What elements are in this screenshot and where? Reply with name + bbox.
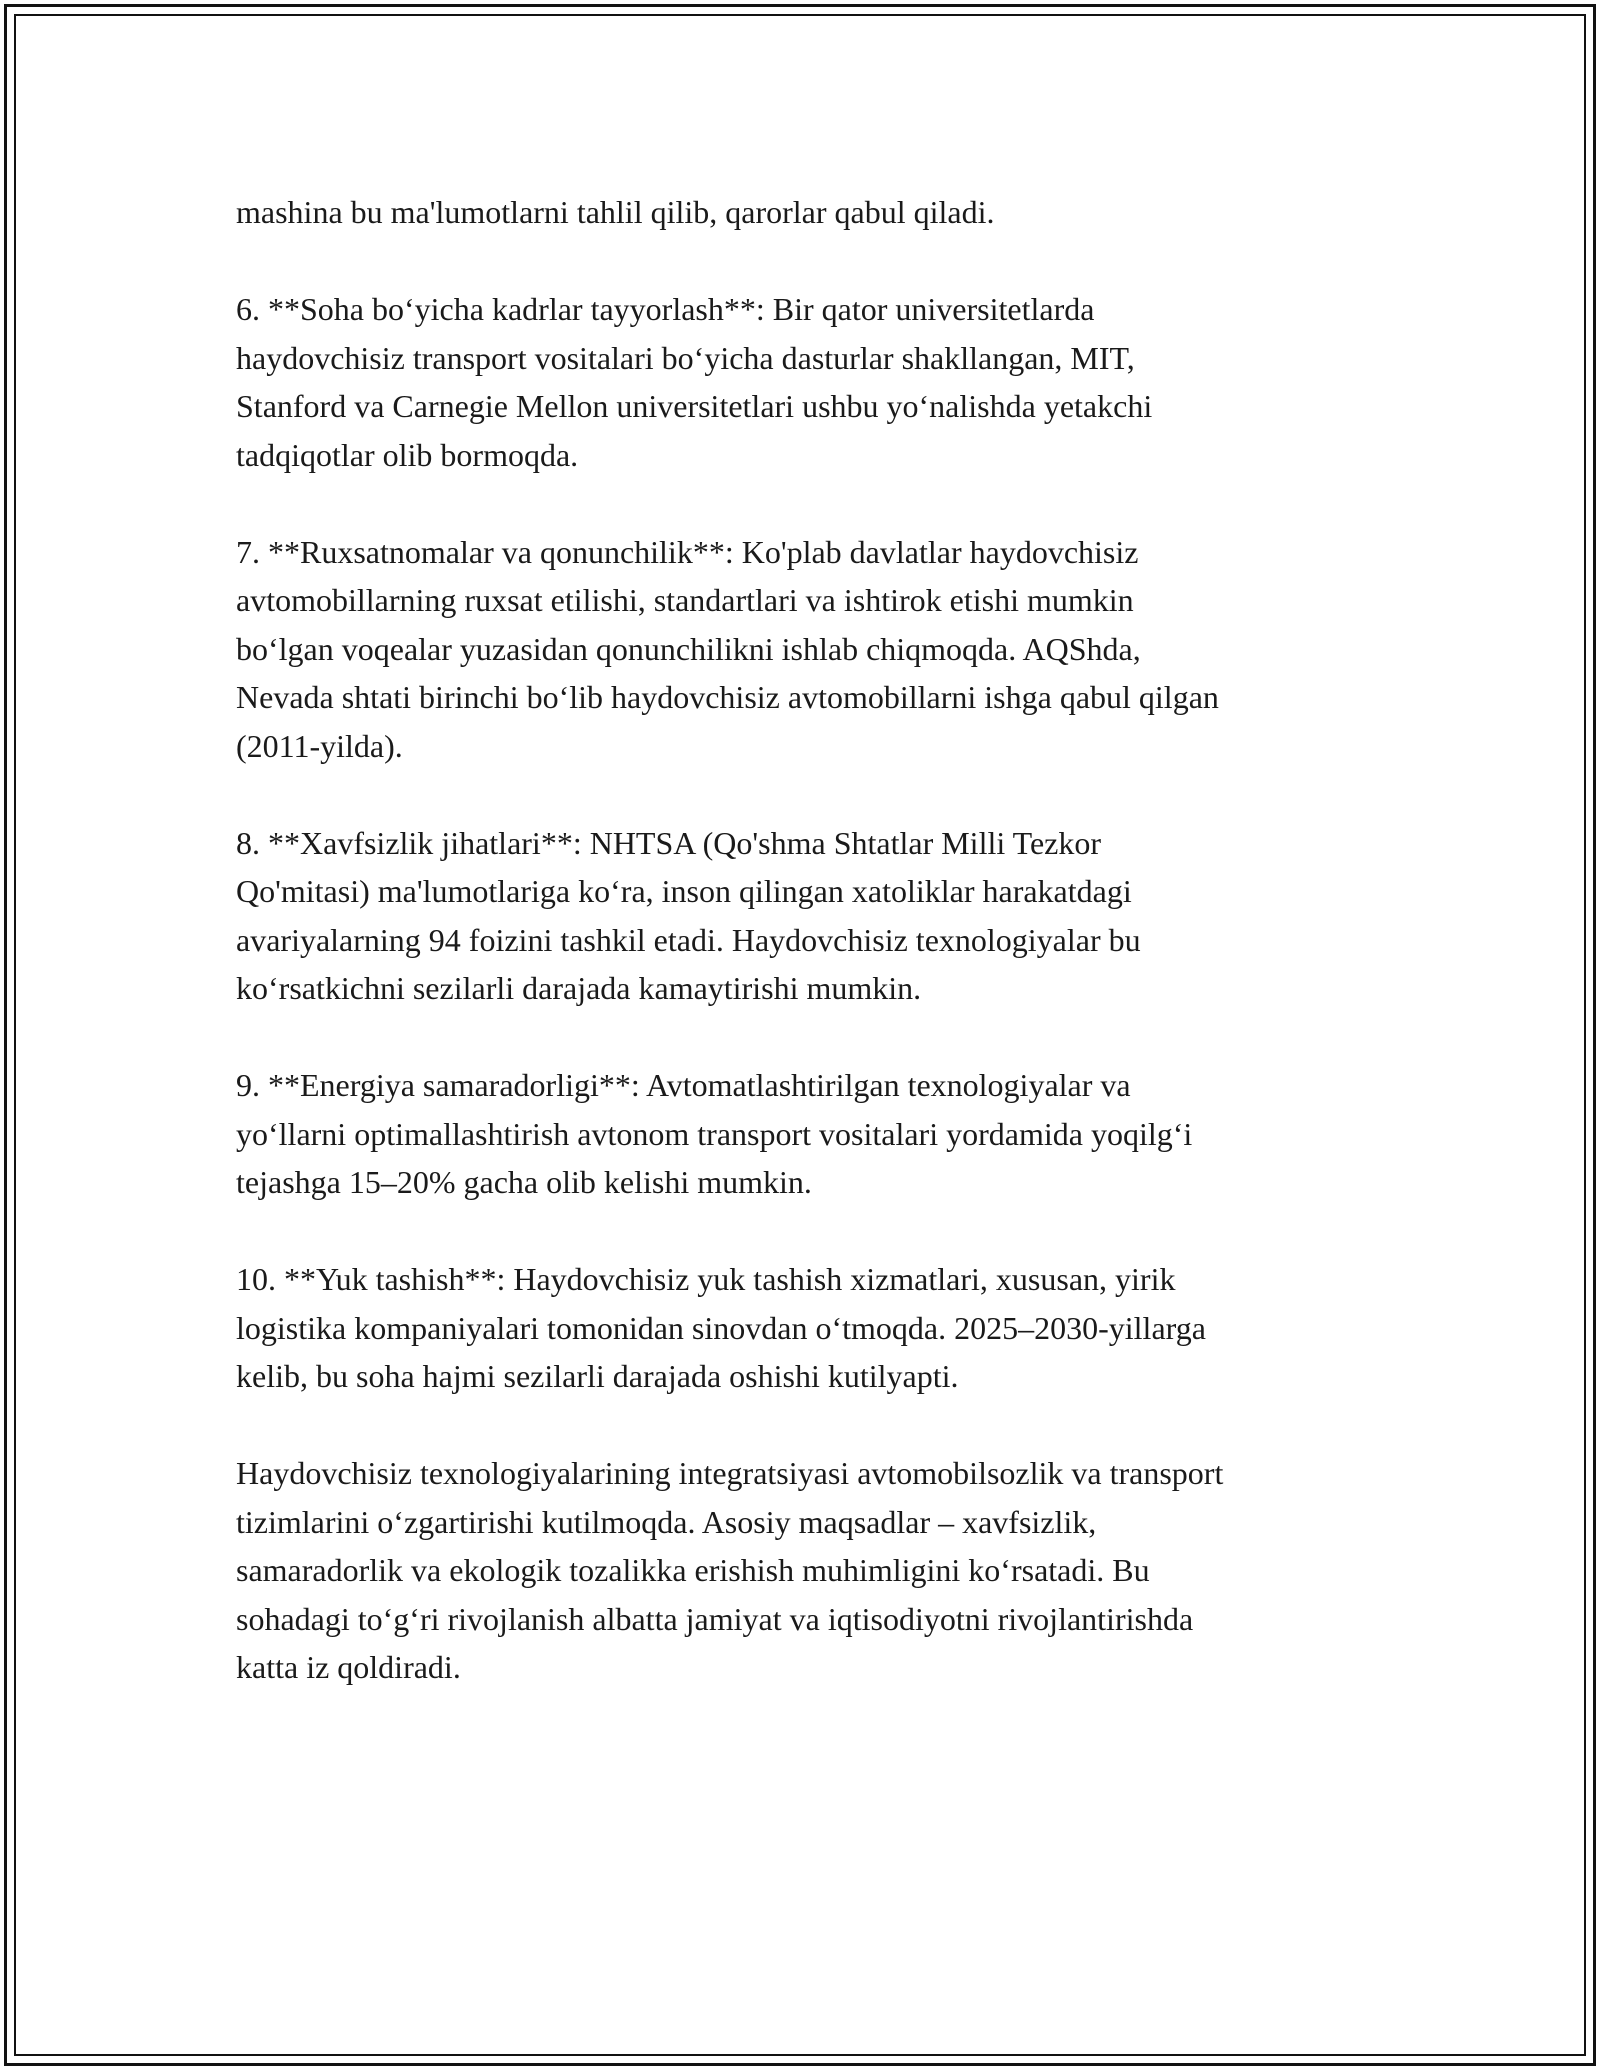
text-line: Qo'mitasi) ma'lumotlariga ko‘ra, inson qilingan xatoliklar harakatdagi [236, 873, 1132, 909]
text-line: 7. **Ruxsatnomalar va qonunchilik**: Ko'plab davlatlar haydovchisiz [236, 533, 1139, 570]
paragraph-item-9 [236, 1061, 1386, 1207]
text-line: 8. **Xavfsizlik jihatlari**: NHTSA (Qo'shma Shtatlar Milli Tezkor [236, 824, 1102, 861]
text-line: ko‘rsatkichni sezilarli darajada kamaytirishi mumkin. [236, 970, 922, 1006]
paragraph-conclusion [236, 1449, 1386, 1692]
paragraph-item-10 [236, 1255, 1386, 1401]
paragraph-item-8 [236, 819, 1386, 1013]
text-line: mashina bu ma'lumotlarni tahlil qilib, qarorlar qabul qiladi. [236, 194, 995, 230]
text-line: sohadagi to‘g‘ri rivojlanish albatta jamiyat va iqtisodiyotni rivojlantirishda [236, 1600, 1194, 1637]
paragraph-item-6 [236, 285, 1386, 479]
text-line: tejashga 15–20% gacha olib kelishi mumkin. [236, 1164, 812, 1200]
text-line: avtomobillarning ruxsat etilishi, standartlari va ishtirok etishi mumkin [236, 582, 1134, 618]
text-line: 9. **Energiya samaradorligi**: Avtomatlashtirilgan texnologiyalar va [236, 1067, 1131, 1103]
text-line: Stanford va Carnegie Mellon universitetlari ushbu yo‘nalishda yetakchi [236, 388, 1153, 424]
text-line: avariyalarning 94 foizini tashkil etadi. Haydovchisiz texnologiyalar bu [236, 921, 1141, 958]
text-line: bo‘lgan voqealar yuzasidan qonunchilikni ishlab chiqmoqda. AQShda, [236, 630, 1141, 667]
text-line: kelib, bu soha hajmi sezilarli darajada oshishi kutilyapti. [236, 1358, 959, 1394]
text-line: katta iz qoldiradi. [236, 1649, 461, 1685]
text-line: 6. **Soha bo‘yicha kadrlar tayyorlash**: Bir qator universitetlarda [236, 291, 1095, 327]
text-line: Haydovchisiz texnologiyalarining integratsiyasi avtomobilsozlik va transport [236, 1455, 1224, 1491]
text-line: haydovchisiz transport vositalari bo‘yicha dasturlar shakllangan, MIT, [236, 339, 1135, 376]
text-line: yo‘llarni optimallashtirish avtonom transport vositalari yordamida yoqilg‘i [236, 1115, 1193, 1152]
text-line: (2011-yilda). [236, 727, 403, 764]
paragraph-intro-continuation [236, 188, 1386, 237]
text-line: samaradorlik va ekologik tozalikka erishish muhimligini ko‘rsatadi. Bu [236, 1552, 1150, 1588]
text-line: Nevada shtati birinchi bo‘lib haydovchisiz avtomobillarni ishga qabul qilgan [236, 679, 1219, 715]
text-line: 10. **Yuk tashish**: Haydovchisiz yuk tashish xizmatlari, xususan, yirik [236, 1261, 1176, 1297]
paragraph-item-7 [236, 528, 1386, 771]
text-line: tizimlarini o‘zgartirishi kutilmoqda. Asosiy maqsadlar – xavfsizlik, [236, 1503, 1097, 1540]
text-line: tadqiqotlar olib bormoqda. [236, 436, 579, 473]
text-line: logistika kompaniyalari tomonidan sinovdan o‘tmoqda. 2025–2030-yillarga [236, 1309, 1206, 1346]
document-body [236, 188, 1386, 1740]
